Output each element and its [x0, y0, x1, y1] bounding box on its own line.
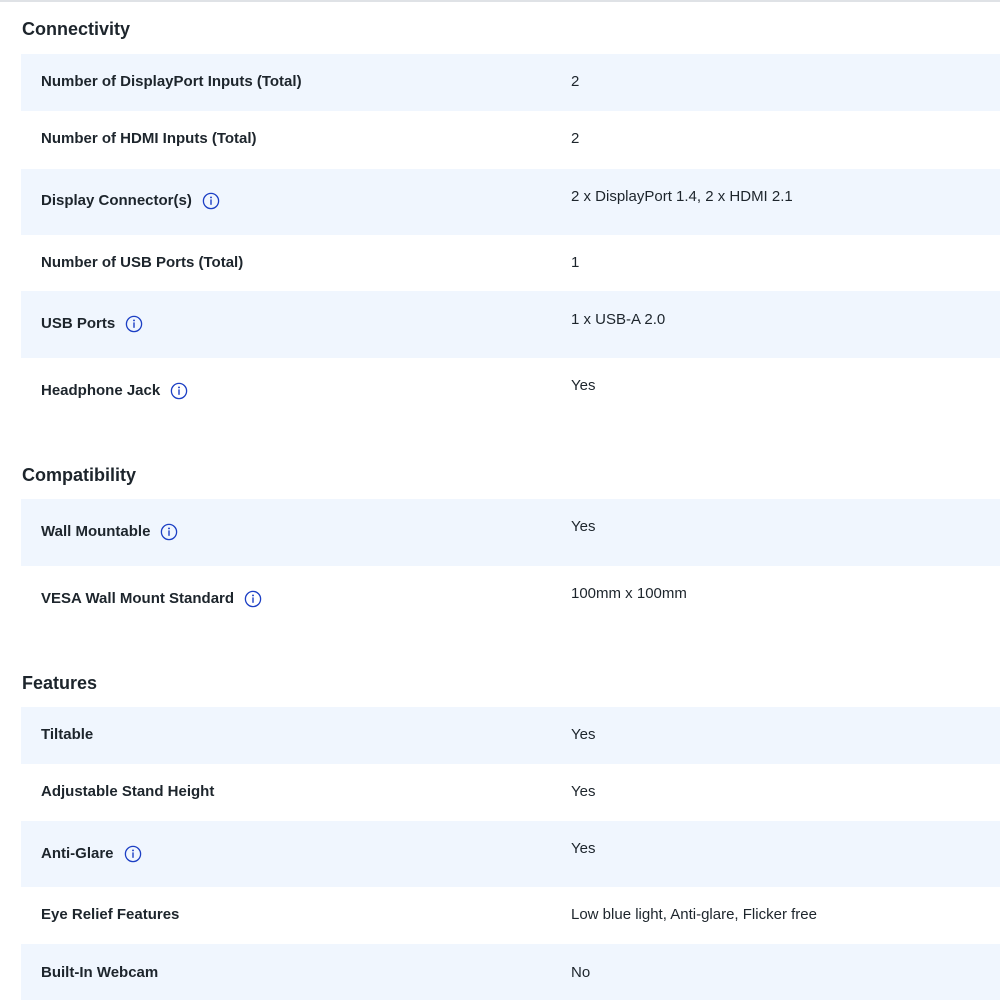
spec-value: 100mm x 100mm	[571, 585, 687, 602]
spec-row-headphone-jack	[21, 358, 1000, 424]
spec-label	[41, 192, 220, 210]
spec-label-text: Tiltable	[41, 726, 94, 743]
spec-value: Low blue light, Anti-glare, Flicker free	[571, 906, 817, 923]
spec-value: 1	[571, 254, 580, 271]
spec-label-text: Number of HDMI Inputs (Total)	[41, 130, 257, 147]
spec-label-text: Anti-Glare	[41, 845, 114, 862]
top-divider	[0, 0, 1000, 2]
spec-value: No	[571, 964, 591, 981]
spec-label-text: Adjustable Stand Height	[41, 783, 215, 800]
spec-value: Yes	[571, 518, 596, 535]
spec-row-adjustable-stand-height	[21, 764, 1000, 821]
spec-row-wall-mountable	[21, 499, 1000, 566]
info-circle-icon[interactable]	[170, 382, 188, 400]
spec-label	[41, 845, 142, 863]
spec-row-anti-glare	[21, 821, 1000, 887]
spec-value: 2	[571, 73, 580, 90]
spec-label	[41, 254, 243, 272]
spec-label	[41, 382, 188, 400]
spec-row-number-of-hdmi-inputs-total	[21, 111, 1000, 169]
spec-label	[41, 523, 178, 541]
spec-label-text: USB Ports	[41, 315, 116, 332]
spec-label	[41, 783, 214, 801]
spec-label-text: Headphone Jack	[41, 382, 161, 399]
spec-value: Yes	[571, 840, 596, 857]
spec-label	[41, 590, 262, 608]
spec-label-text: VESA Wall Mount Standard	[41, 590, 235, 607]
spec-label-text: Display Connector(s)	[41, 192, 192, 209]
spec-label-text: Number of USB Ports (Total)	[41, 254, 244, 271]
info-circle-icon[interactable]	[202, 192, 220, 210]
spec-row-eye-relief-features	[21, 887, 1000, 944]
spec-label-text: Eye Relief Features	[41, 906, 180, 923]
spec-label-text: Wall Mountable	[41, 523, 151, 540]
section-title-features: Features	[22, 673, 98, 693]
spec-label-text: Built-In Webcam	[41, 964, 159, 981]
spec-row-usb-ports	[21, 291, 1000, 358]
spec-row-vesa-wall-mount-standard	[21, 566, 1000, 632]
section-title-connectivity: Connectivity	[22, 19, 131, 39]
section-title-compatibility: Compatibility	[22, 465, 137, 485]
spec-label	[41, 315, 143, 333]
spec-value: Yes	[571, 726, 596, 743]
spec-label-text: Number of DisplayPort Inputs (Total)	[41, 73, 302, 90]
spec-row-tiltable	[21, 707, 1000, 764]
spec-value: Yes	[571, 783, 596, 800]
spec-row-number-of-displayport-inputs-total	[21, 54, 1000, 111]
spec-row-number-of-usb-ports-total	[21, 235, 1000, 291]
spec-label	[41, 964, 158, 982]
spec-label	[41, 726, 93, 744]
spec-label	[41, 906, 179, 924]
spec-value: Yes	[571, 377, 596, 394]
info-circle-icon[interactable]	[160, 523, 178, 541]
info-circle-icon[interactable]	[125, 315, 143, 333]
spec-label	[41, 73, 302, 91]
spec-value: 1 x USB-A 2.0	[571, 311, 666, 328]
info-circle-icon[interactable]	[124, 845, 142, 863]
spec-row-built-in-webcam	[21, 944, 1000, 1000]
spec-label	[41, 130, 257, 148]
spec-row-display-connector-s	[21, 169, 1000, 235]
info-circle-icon[interactable]	[244, 590, 262, 608]
spec-value: 2	[571, 130, 580, 147]
spec-value: 2 x DisplayPort 1.4, 2 x HDMI 2.1	[571, 188, 793, 205]
